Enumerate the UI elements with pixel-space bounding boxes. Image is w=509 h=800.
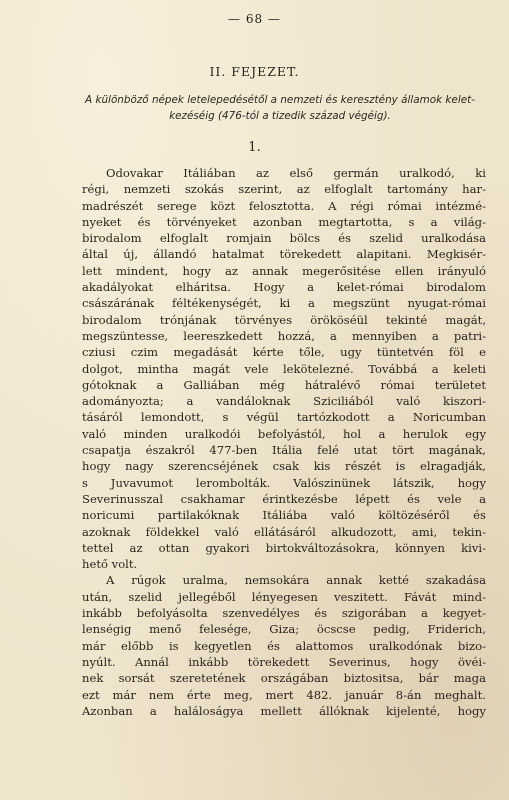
text-line: gótoknak a Galliában még hátralévő római területet [82, 377, 486, 392]
text-line: hogy nagy szerencséjének csak kis részét is elragadják, [82, 459, 486, 474]
text-line: adományozta; a vandáloknak Sziciliából való kiszori- [82, 394, 486, 409]
text-line: császárának féltékenységét, ki a megszünt nyugat-római [82, 296, 486, 311]
text-line: ezt már nem érte meg, mert 482. január 8-án meghalt. [82, 687, 486, 702]
text-line: Odovakar Itáliában az első germán uralkodó, ki [106, 166, 486, 180]
text-line: tásáról lemondott, s végül tartózkodott a Noricumban [82, 410, 486, 425]
text-line: noricumi partilakóknak Itáliába való költözéséről és [82, 508, 486, 523]
text-line: már előbb is kegyetlen és alattomos uralkodónak bizo- [82, 638, 486, 653]
text-line: akadályokat elháritsa. Hogy a kelet-római birodalom [82, 280, 486, 295]
section-number: 1. [248, 140, 261, 155]
text-line: cziusi czim megadását kérte tőle, ugy tüntetvén föl e [82, 345, 486, 360]
text-line: dolgot, mintha magát vele lekötelezné. Továbbá a keleti [82, 361, 486, 376]
subtitle-line: kezéséig (476-tól a tizedik század végéig). [169, 110, 391, 122]
text-line: inkább befolyásolta szenvedélyes és szigorában a kegyet- [82, 606, 486, 621]
text-line: csapatja északról 477-ben Itália felé utat tört magának, [82, 443, 486, 458]
page-number: — 68 — [228, 12, 281, 26]
chapter-subtitle [80, 92, 480, 124]
body-text [82, 165, 486, 719]
text-line: birodalom elfoglalt romjain bölcs és szelid uralkodása [82, 231, 486, 246]
text-line: régi, nemzeti szokás szerint, az elfoglalt tartomány har- [82, 182, 486, 197]
text-line: tettel az ottan gyakori birtokváltozásokra, könnyen kivi- [82, 540, 486, 555]
text-line: által új, állandó hatalmat törekedett alapitani. Megkisér- [82, 247, 486, 262]
chapter-title: II. FEJEZET. [209, 64, 300, 79]
text-line: megszüntesse, leereszkedett hozzá, a mennyiben a patri- [82, 328, 486, 343]
text-line: után, szelid jellegéből lényegesen veszitett. Fávát mind- [82, 589, 486, 604]
text-line: s Juvavumot lerombolták. Valószinünek látszik, hogy [82, 475, 486, 490]
text-line: A rúgok uralma, nemsokára annak ketté szakadása [106, 573, 486, 588]
text-line: madrészét serege közt felosztotta. A régi római intézmé- [82, 198, 486, 213]
subtitle-line: A különböző népek letelepedésétől a nemzeti és keresztény államok kelet- [85, 94, 475, 106]
text-line: lett mindent, hogy az annak megerősitése ellen irányuló [82, 263, 486, 278]
text-line: Severinusszal csakhamar érintkezésbe lépett és vele a [82, 491, 486, 506]
text-line: azoknak földekkel való ellátásáról alkudozott, ami, tekin- [82, 524, 486, 539]
text-line: hető volt. [82, 557, 138, 572]
text-line: nyúlt. Annál inkább törekedett Severinus, hogy övéi- [82, 654, 486, 669]
text-line: nek sorsát szeretetének országában biztositsa, bár maga [82, 671, 486, 686]
text-line: birodalom trónjának törvényes örököséül tekinté magát, [82, 312, 486, 327]
text-line: való minden uralkodói befolyástól, hol a herulok egy [82, 426, 486, 441]
text-line: lenségig menő felesége, Giza; öcscse pedig, Friderich, [82, 622, 486, 637]
text-line: Azonban a haláloságya mellett állóknak kijelenté, hogy [82, 703, 486, 718]
text-line: nyeket és törvényeket azonban megtartotta, s a világ- [82, 214, 486, 229]
